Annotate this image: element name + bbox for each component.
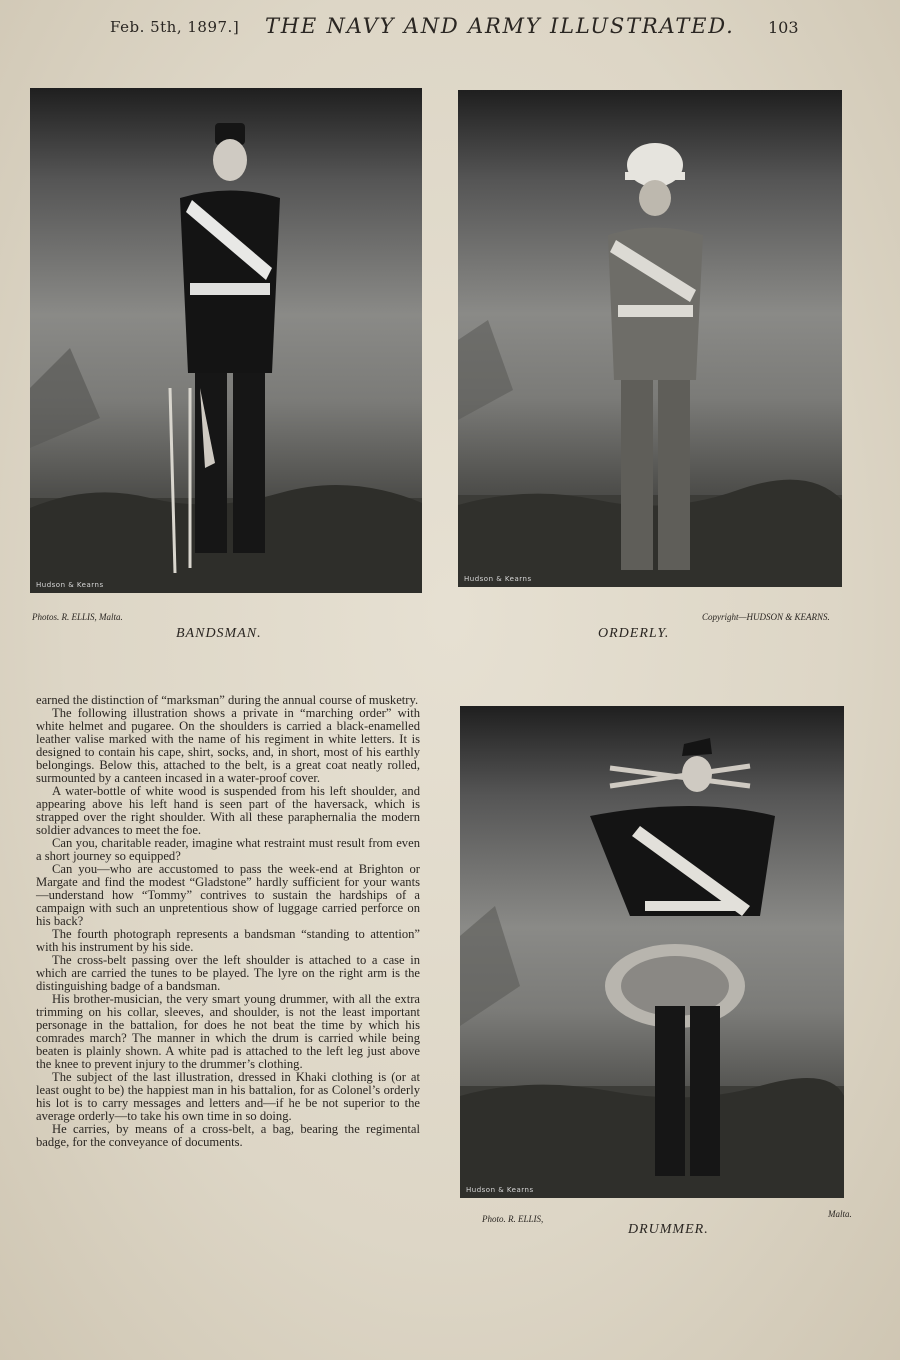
- orderly-photo-credit: Copyright—HUDSON & KEARNS.: [702, 612, 830, 622]
- drummer-caption: DRUMMER.: [628, 1222, 709, 1237]
- article-paragraph: earned the distinction of “marksman” during the annual course of musketry.: [36, 693, 419, 707]
- bandsman-photo-credit: Photos. R. ELLIS, Malta.: [32, 612, 123, 622]
- page-header: [0, 14, 900, 44]
- article-paragraph: The fourth photograph represents a bandsman “standing to attention” with his instrument by his side.: [36, 927, 420, 954]
- drummer-photo-watermark: Hudson & Kearns: [466, 1186, 534, 1194]
- orderly-photo-watermark: Hudson & Kearns: [464, 575, 532, 583]
- article-paragraph: Can you—who are accustomed to pass the week-end at Brighton or Margate and find the modest “Gladstone” hardly sufficient for your wants—understand how “Tommy” contrives to sustain the hardships of a campaign with such an unpretentious show of luggage carried perforce on his back?: [36, 862, 420, 928]
- article-paragraph: Can you, charitable reader, imagine what restraint must result from even a short journey so equipped?: [36, 836, 420, 863]
- article-body: [36, 694, 420, 1149]
- article-paragraph: The cross-belt passing over the left shoulder is attached to a case in which are carried the tunes to be played. The lyre on the right arm is the distinguishing badge of a bandsman.: [36, 953, 420, 993]
- article-paragraph: A water-bottle of white wood is suspended from his left shoulder, and appearing above his left hand is seen part of the haversack, which is strapped over the right shoulder. With all these paraphernalia the modern soldier advances to meet the foe.: [36, 784, 420, 837]
- issue-date: Feb. 5th, 1897.]: [110, 18, 240, 36]
- bandsman-photo: [30, 88, 422, 593]
- drummer-photo: [460, 706, 844, 1198]
- drummer-photo-credit: Photo. R. ELLIS,: [482, 1214, 544, 1224]
- article-paragraph: The following illustration shows a private in “marching order” with white helmet and pugaree. On the shoulders is carried a black-enamelled leather valise marked with the name of his regiment in white letters. It is designed to contain his cape, shirt, socks, and, in short, most of his earthly belongings. Below this, attached to the belt, is a great coat neatly rolled, surmounted by a canteen incased in a water-proof cover.: [36, 706, 420, 785]
- article-paragraph: He carries, by means of a cross-belt, a bag, bearing the regimental badge, for the conveyance of documents.: [36, 1122, 420, 1149]
- orderly-caption: ORDERLY.: [598, 626, 670, 641]
- drummer-photo-location: Malta.: [828, 1209, 852, 1219]
- bandsman-photo-watermark: Hudson & Kearns: [36, 581, 104, 589]
- bandsman-caption: BANDSMAN.: [176, 626, 262, 641]
- article-paragraph: The subject of the last illustration, dressed in Khaki clothing is (or at least ought to be) the happiest man in his battalion, for as Colonel’s orderly his lot is to carry messages and letters and—if he be not superior to the average orderly—to take his own time in so doing.: [36, 1070, 420, 1123]
- article-paragraph: His brother-musician, the very smart young drummer, with all the extra trimming on his collar, sleeves, and shoulder, is not the least important personage in the battalion, for does he not beat the time by which his comrades march? The manner in which the drum is carried while being beaten is plainly shown. A white pad is attached to the left leg just above the knee to prevent injury to the drummer’s clothing.: [36, 992, 420, 1071]
- page-number: 103: [768, 18, 799, 37]
- orderly-photo: [458, 90, 842, 587]
- publication-title: THE NAVY AND ARMY ILLUSTRATED.: [265, 14, 735, 38]
